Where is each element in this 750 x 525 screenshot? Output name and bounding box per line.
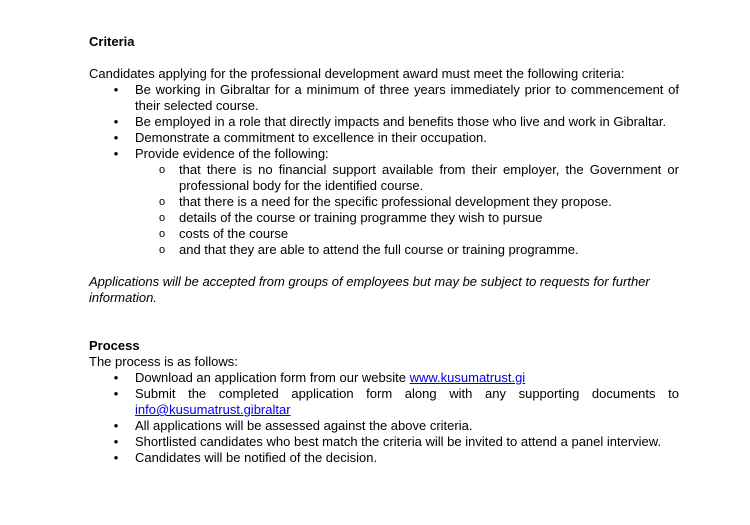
- list-item: • Shortlisted candidates who best match the criteria will be invited to attend a panel interview.: [89, 434, 679, 450]
- bullet-icon: •: [113, 82, 119, 97]
- circle-bullet-icon: o: [158, 212, 166, 224]
- list-item: • Be employed in a role that directly impacts and benefits those who live and work in Gibraltar.: [89, 114, 679, 130]
- email-link[interactable]: info@kusumatrust.gibraltar: [135, 402, 291, 417]
- circle-bullet-icon: o: [158, 228, 166, 240]
- criteria-intro: Candidates applying for the professional development award must meet the following criteria:: [89, 66, 625, 81]
- list-item: • Provide evidence of the following: o that there is no financial support available from their employer, the Government or professional body for the identified course. o that there is a need for the specific professional development they propose. o details of the course or training programme they wish to pursue o costs of the course o and that they are able to attend the full course or training programme.: [89, 146, 679, 258]
- sublist-item: o and that they are able to attend the full course or training programme.: [158, 242, 579, 257]
- criteria-list: [89, 82, 679, 258]
- sublist-item: o that there is a need for the specific professional development they propose.: [158, 194, 612, 209]
- circle-bullet-icon: o: [158, 164, 166, 176]
- applications-note: Applications will be accepted from groups of employees but may be subject to requests for further information.: [89, 274, 650, 305]
- list-item: • All applications will be assessed against the above criteria.: [89, 418, 679, 434]
- process-heading: Process: [89, 338, 140, 353]
- sublist-item: o details of the course or training programme they wish to pursue: [158, 210, 543, 225]
- document-page: [89, 34, 679, 466]
- bullet-icon: •: [113, 146, 119, 161]
- bullet-icon: •: [113, 386, 119, 401]
- sublist-item: o that there is no financial support available from their employer, the Government or professional body for the identified course.: [158, 162, 679, 193]
- bullet-icon: •: [113, 370, 119, 385]
- process-intro: The process is as follows:: [89, 354, 238, 369]
- website-link[interactable]: www.kusumatrust.gi: [409, 370, 526, 385]
- bullet-icon: •: [113, 434, 119, 449]
- bullet-icon: •: [113, 450, 119, 465]
- list-item: • Demonstrate a commitment to excellence in their occupation.: [89, 130, 679, 146]
- circle-bullet-icon: o: [158, 196, 166, 208]
- list-item: • Download an application form from our website www.kusumatrust.gi: [89, 370, 679, 386]
- process-list: [89, 370, 679, 466]
- list-item: • Submit the completed application form along with any supporting documents to info@kusumatrust.gibraltar: [89, 386, 679, 418]
- bullet-icon: •: [113, 130, 119, 145]
- circle-bullet-icon: o: [158, 244, 166, 256]
- evidence-sublist: [135, 162, 679, 258]
- bullet-icon: •: [113, 114, 119, 129]
- list-item: • Be working in Gibraltar for a minimum of three years immediately prior to commencement of their selected course.: [89, 82, 679, 114]
- list-item: • Candidates will be notified of the decision.: [89, 450, 679, 466]
- bullet-icon: •: [113, 418, 119, 433]
- sublist-item: o costs of the course: [158, 226, 289, 241]
- criteria-heading: Criteria: [89, 34, 135, 49]
